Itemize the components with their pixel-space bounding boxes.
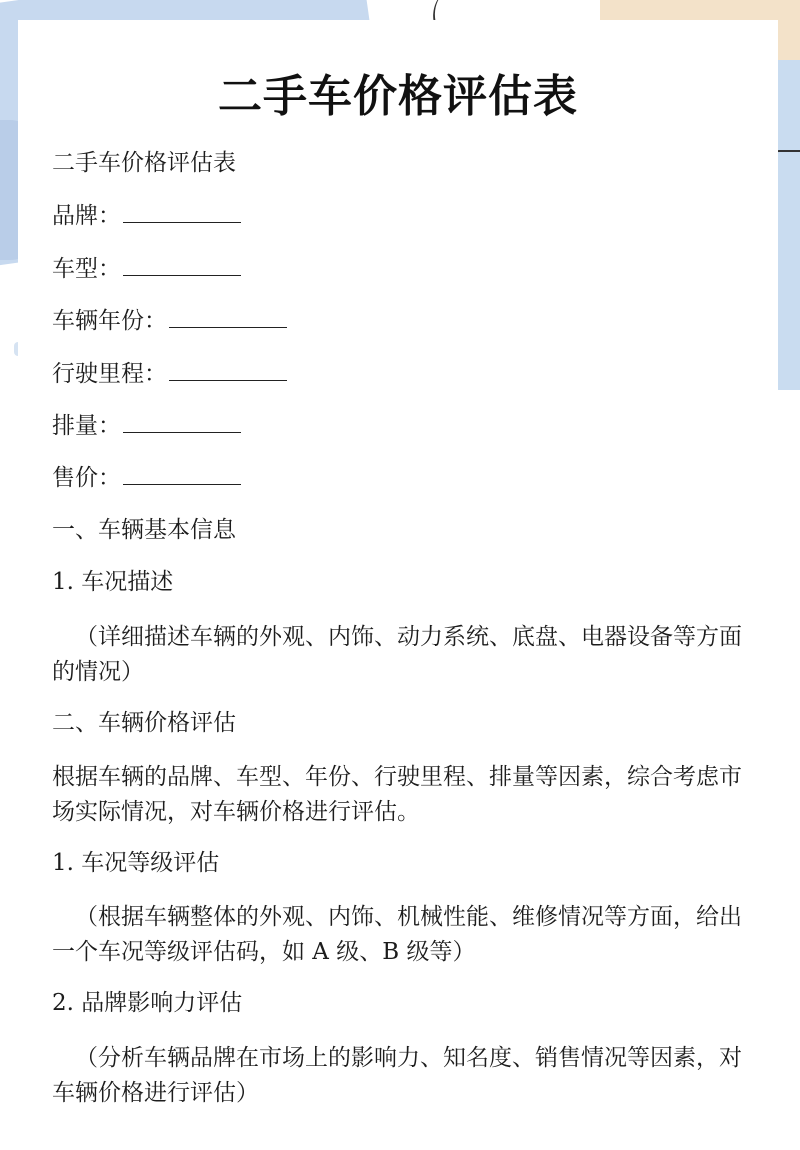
item-heading: 1. 车况等级评估 [52,849,220,876]
field-price [52,462,752,492]
document-sheet [18,20,778,1150]
blank-line [169,305,287,328]
field-mileage [52,358,752,388]
field-brand [52,200,752,230]
blank-line [169,358,287,381]
field-model [52,253,752,283]
blank-line [123,462,241,485]
field-label: 售价： [52,465,121,492]
field-label: 品牌： [52,203,121,230]
document-body [52,148,752,1129]
item-description: （详细描述车辆的外观、内饰、动力系统、底盘、电器设备等方面的情况） [52,623,742,685]
field-label: 车型： [52,255,121,282]
field-displacement [52,410,752,440]
blank-line [123,253,241,276]
document-title: 二手车价格评估表 [218,71,578,122]
blank-line [123,200,241,223]
field-label: 排量： [52,412,121,439]
item-heading: 2. 品牌影响力评估 [52,990,243,1017]
section-heading: 二、车辆价格评估 [52,709,236,736]
document-subtitle: 二手车价格评估表 [52,150,236,176]
item-heading: 1. 车况描述 [52,569,174,596]
section-heading: 一、车辆基本信息 [52,516,236,543]
section-intro: 根据车辆的品牌、车型、年份、行驶里程、排量等因素，综合考虑市场实际情况，对车辆价格进行评估。 [52,763,742,825]
field-label: 车辆年份： [52,308,167,335]
item-description: （根据车辆整体的外观、内饰、机械性能、维修情况等方面，给出一个车况等级评估码，如 A 级、B 级等） [52,904,742,966]
field-label: 行驶里程： [52,360,167,387]
item-description: （分析车辆品牌在市场上的影响力、知名度、销售情况等因素，对车辆价格进行评估） [52,1044,742,1106]
field-year [52,305,752,335]
blank-line [123,410,241,433]
